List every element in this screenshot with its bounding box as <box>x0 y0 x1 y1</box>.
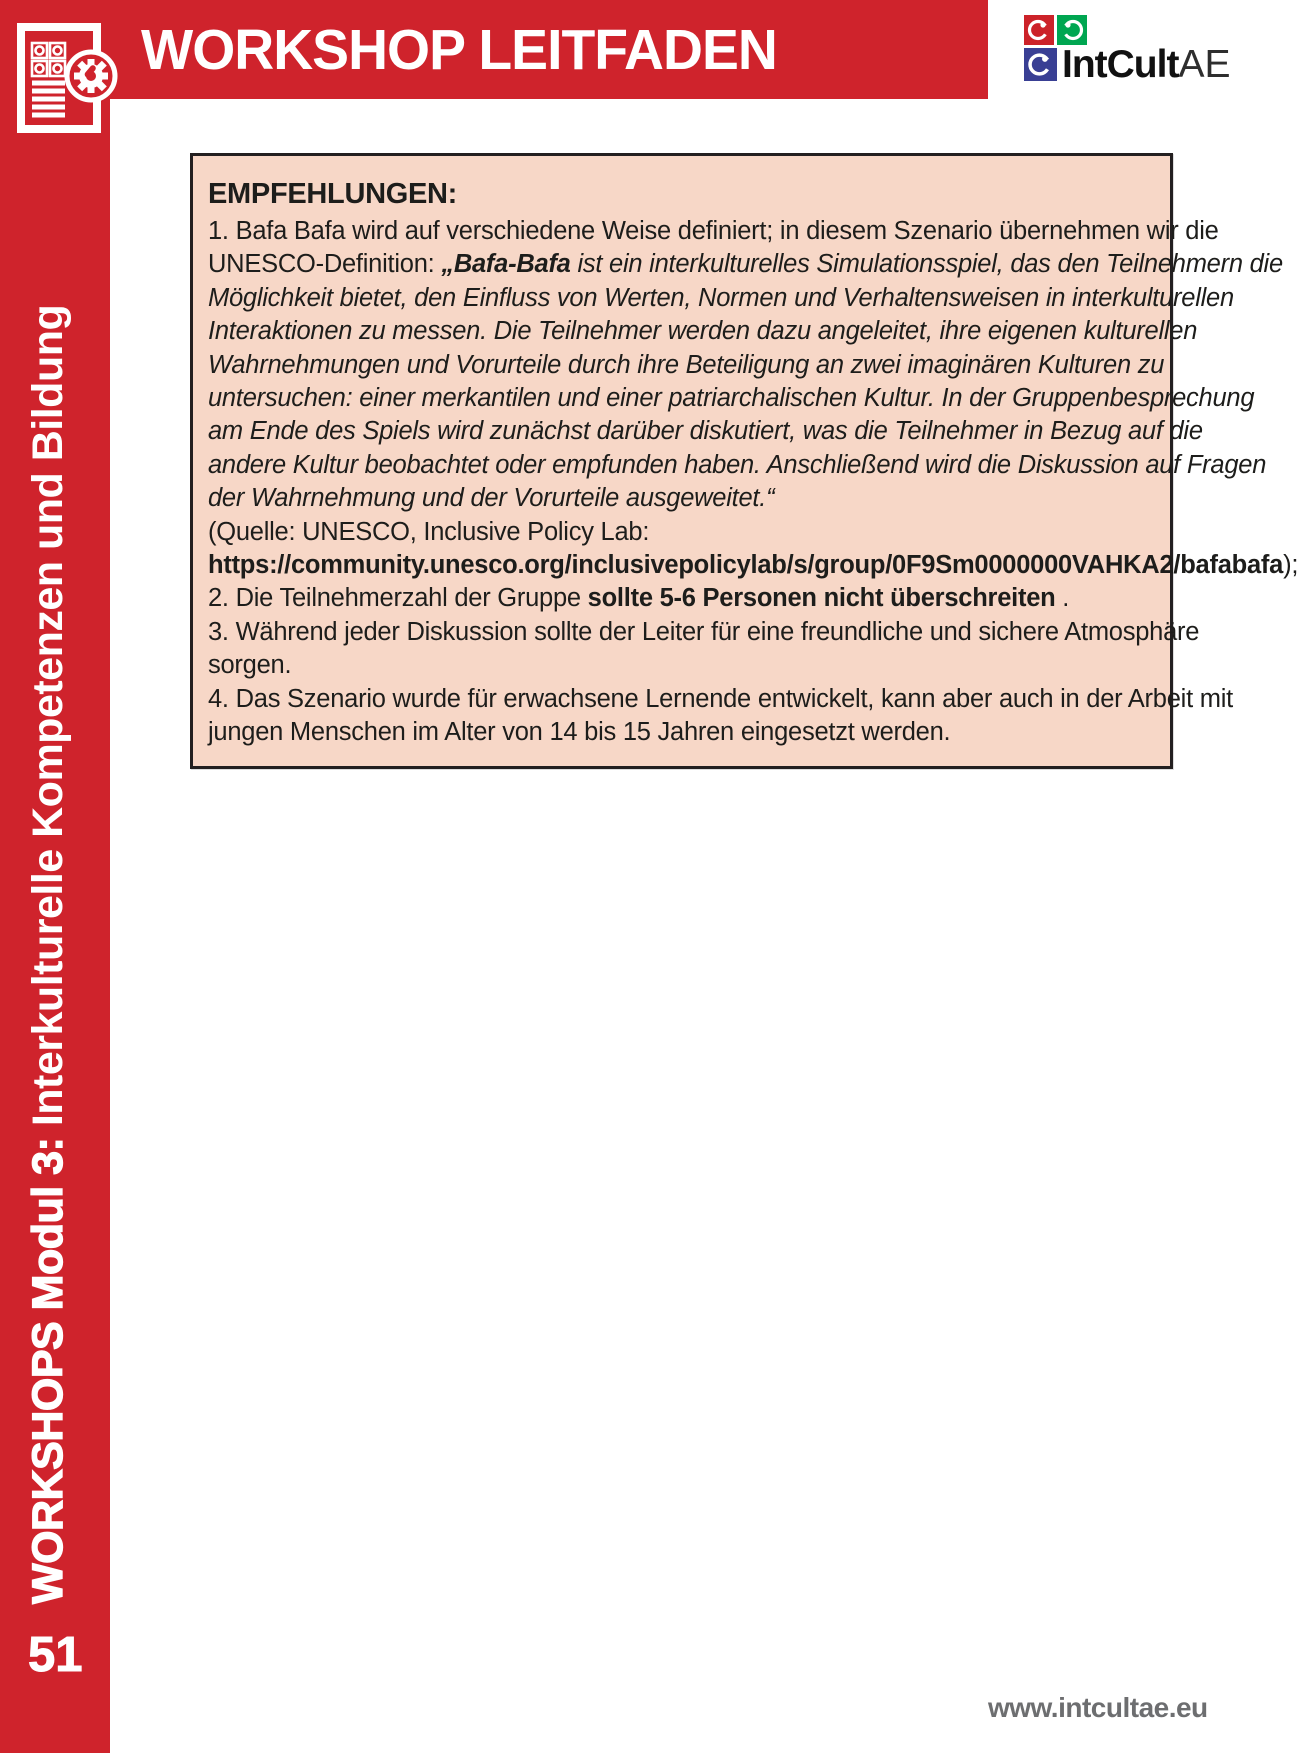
text-run: jungen Menschen im Alter von 14 bis 15 Jahren eingesetzt werden. <box>208 718 951 747</box>
text-run: . <box>1055 584 1070 613</box>
text-line <box>208 516 1156 549</box>
text-line <box>208 616 1200 649</box>
text-run: untersuchen: einer merkantilen und einer patriarchalischen Kultur. In der Gruppenbesprechung <box>208 384 1255 413</box>
text-run: 2. Die Teilnehmerzahl der Gruppe <box>208 584 588 613</box>
logo-face-red-icon <box>1024 15 1054 45</box>
logo-top-row <box>1024 15 1236 45</box>
sidebar-module-label <box>24 305 73 1604</box>
text-line <box>208 248 1283 281</box>
text-line <box>208 649 1156 682</box>
text-line <box>208 215 1219 248</box>
text-run: 3. Während jeder Diskussion sollte der Leiter für eine freundliche und sichere Atmosphäre <box>208 617 1200 646</box>
text-line <box>208 549 1298 582</box>
text-line <box>208 482 1156 515</box>
text-run: (Quelle: UNESCO, Inclusive Policy Lab: <box>208 517 650 546</box>
text-line <box>208 716 1156 749</box>
recommendations-box <box>190 153 1298 769</box>
unesco-url-link[interactable]: https://community.unesco.org/inclusivepolicylab/s/group/0F9Sm0000000VAHKA2/bafabafa <box>208 551 1284 580</box>
text-line <box>208 282 1234 315</box>
logo-text-suffix: AE <box>1178 43 1231 86</box>
text-run: andere Kultur beobachtet oder empfunden haben. Anschließend wird die Diskussion auf Fragen <box>208 450 1267 479</box>
logo-bottom-row <box>1024 43 1236 86</box>
intcultae-logo <box>1024 15 1236 86</box>
logo-wordmark <box>1062 43 1231 86</box>
text-run: „Bafa-Bafa <box>441 250 571 279</box>
text-line <box>208 382 1255 415</box>
text-run: Interaktionen zu messen. Die Teilnehmer werden dazu angeleitet, ihre eigenen kulturellen <box>208 317 1198 346</box>
text-line <box>208 315 1198 348</box>
text-line <box>208 449 1267 482</box>
sidebar-label-regular: Interkulturelle Kompetenzen und Bildung <box>24 304 72 1127</box>
text-run: ist ein interkulturelles Simulationsspiel, das den Teilnehmern die <box>570 250 1283 279</box>
text-line <box>208 582 1156 615</box>
page-title: WORKSHOP LEITFADEN <box>141 18 777 82</box>
recommendations-text <box>208 215 1298 750</box>
text-run: sollte 5-6 Personen nicht überschreiten <box>587 584 1056 613</box>
text-run: am Ende des Spiels wird zunächst darüber diskutiert, was die Teilnehmer in Bezug auf die <box>208 417 1203 446</box>
text-line <box>208 683 1233 716</box>
text-run: UNESCO-Definition: <box>208 250 442 279</box>
sidebar-label-bold: WORKSHOPS Modul 3: <box>24 1126 72 1604</box>
text-line <box>208 415 1203 448</box>
text-run: der Wahrnehmung und der Vorurteile ausgeweitet.“ <box>208 484 775 513</box>
footer-website-url: www.intcultae.eu <box>988 1692 1208 1723</box>
text-run: Möglichkeit bietet, den Einfluss von Werten, Normen und Verhaltensweisen in interkulturellen <box>208 283 1234 312</box>
logo-face-green-icon <box>1057 15 1087 45</box>
workshop-document-gear-icon <box>13 21 123 137</box>
logo-text-main: IntCult <box>1062 43 1179 86</box>
logo-face-blue-icon <box>1024 48 1057 81</box>
text-run: ); <box>1283 551 1298 580</box>
text-run: sorgen. <box>208 651 292 680</box>
text-run: 1. Bafa Bafa wird auf verschiedene Weise definiert; in diesem Szenario übernehmen wir die <box>208 217 1219 245</box>
recommendations-heading: EMPFEHLUNGEN: <box>208 178 458 210</box>
text-run: 4. Das Szenario wurde für erwachsene Lernende entwickelt, kann aber auch in der Arbeit mit <box>208 684 1233 713</box>
text-line <box>208 349 1165 382</box>
page-number: 51 <box>28 1628 83 1682</box>
text-run: Wahrnehmungen und Vorurteile durch ihre Beteiligung an zwei imaginären Kulturen zu <box>208 350 1165 379</box>
